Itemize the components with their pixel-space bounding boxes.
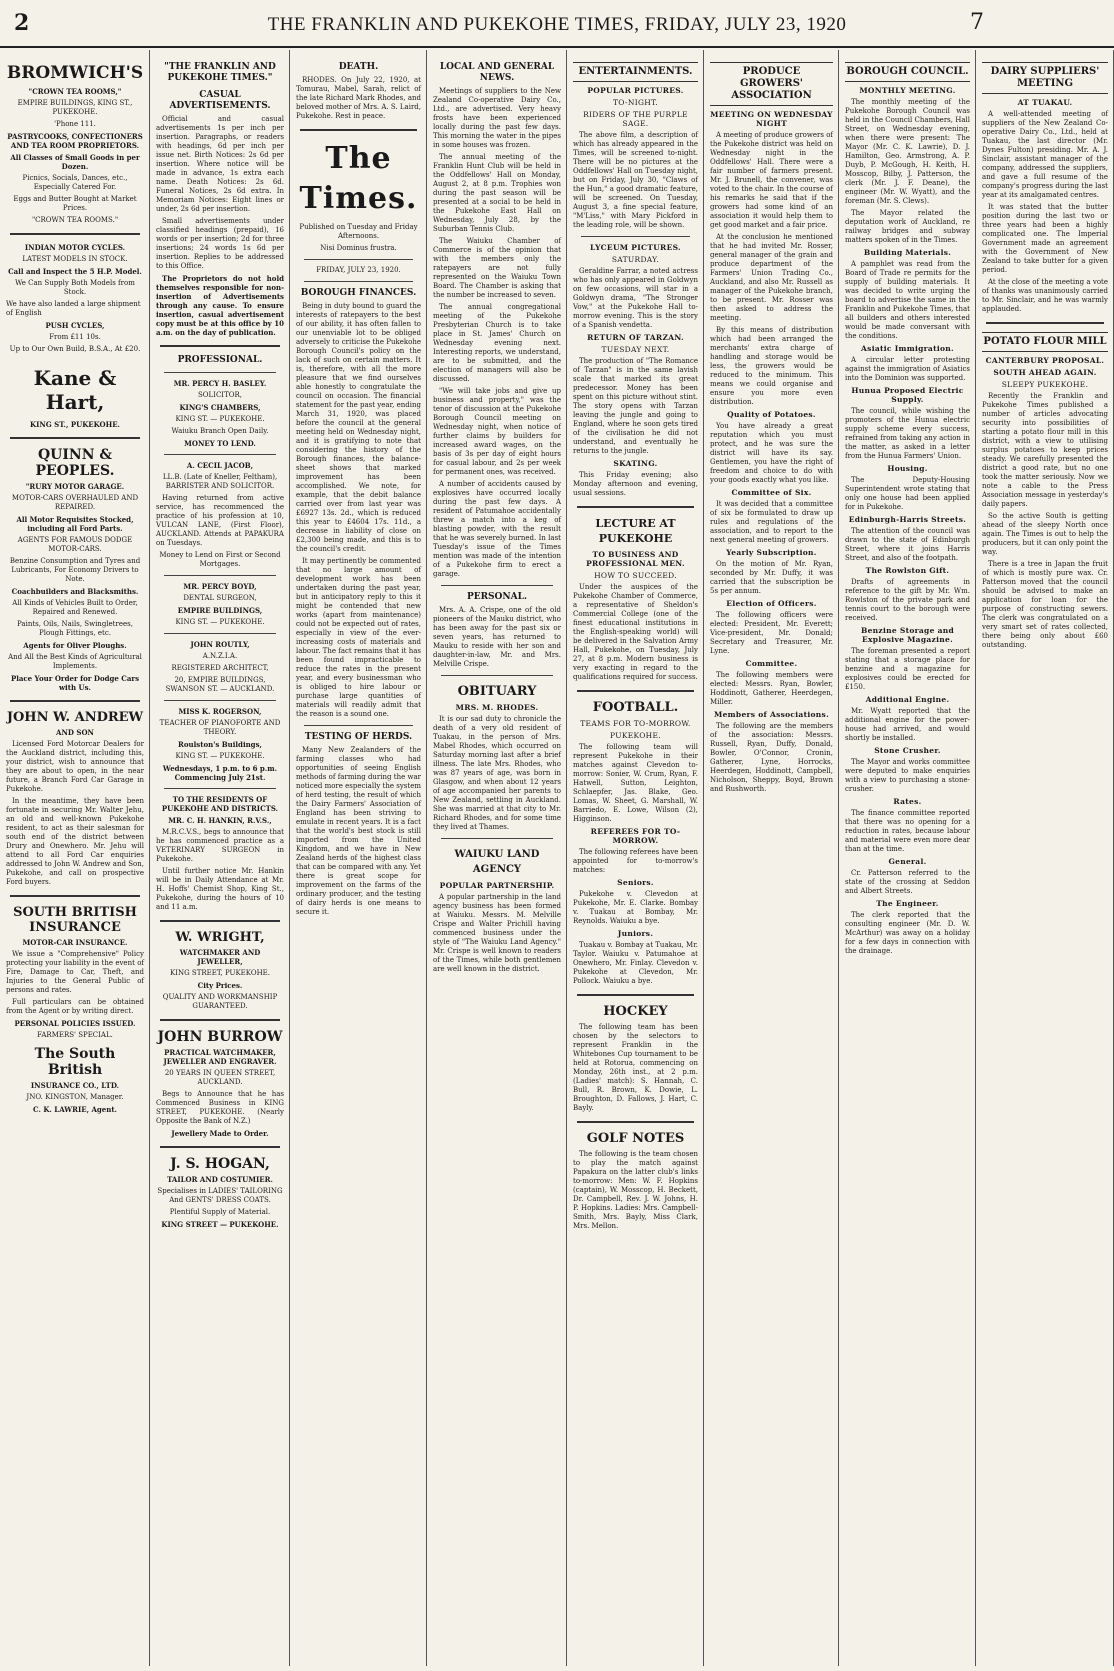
article-text: The monthly meeting of the Pukekohe Borough Council was held in the Council Chambers, Hall Street, on Wednesday evening, when there were present: The Mayor (Mr. C. K. Lawrie), D. J. Hamilton, Geo. Armstrong, A. P. Duyb, P. McGough, H. Keith, H. Mosscop, Bilby, J. Patterson, the clerk (Mr. J. F. Deane), the engineer (Mr. W. Wyatt), and the foreman (Mr. S. Clews).	[845, 98, 970, 205]
ad-wright-sub: WATCHMAKER AND JEWELLER,	[179, 948, 261, 966]
article-text: The annual congregational meeting of the Pukekohe Presbyterian Church is to take place in St. James' Church on Wednesday evening next. Interesting reports, we understand, are to be submitted, and the election of managers will also be discussed.	[433, 303, 561, 383]
section-heading: GOLF NOTES	[586, 1131, 685, 1146]
section-heading: FOOTBALL.	[592, 700, 679, 715]
section-subheading: CANTERBURY PROPOSAL.	[985, 356, 1105, 365]
section-subheading: TUESDAY NEXT.	[601, 345, 670, 354]
section-heading: DAIRY SUPPLIERS' MEETING	[982, 62, 1108, 94]
section-subheading: Edinburgh-Harris Streets.	[848, 515, 967, 524]
section-subheading: HOW TO SUCCEED.	[594, 571, 677, 580]
article-text: A circular letter protesting against the immigration of Asiatics into the Dominion was supported.	[845, 356, 970, 382]
article-text: The annual meeting of the Franklin Hunt Club will be held in the Oddfellows' Hall on Monday, August 2, at 8 p.m. Trophies won during the past season will be presented at a social to be held in the Pukekohe East Hall on Wednesday, July 28, by the Suburban Tennis Club.	[433, 153, 561, 233]
ad-quinn-peoples: QUINN & PEOPLES.	[35, 447, 115, 479]
article-text: Small advertisements under classified headings (prepaid), 16 words or per insertion; 2d for three insertions; 24 words 1s 6d per insertion. Replies to be addressed to this Office.	[156, 217, 284, 270]
ad-small-goods: All Classes of Small Goods in per Dozen.	[10, 153, 140, 171]
ad-wright: W. WRIGHT,	[175, 930, 265, 945]
article-text: Cr. Patterson referred to the state of the crossing at Seddon and Albert Streets.	[845, 869, 970, 895]
article-text: The following members were elected: Messrs. Ryan, Bowler, Hoddinott, Gatherer, Heerdegen, Miller.	[710, 671, 833, 706]
divider	[10, 233, 140, 235]
ad-burrow-made: Jewellery Made to Order.	[171, 1129, 269, 1138]
article-text: The following referees have been appointed for to-morrow's matches:	[573, 848, 698, 874]
ad-andrew-text: Licensed Ford Motorcar Dealers for the Auckland district, including this, your district, wish to announce that they are about to open, in the near future, a Branch Ford Car Garage in Pukekohe.	[6, 740, 144, 793]
ad-burrow-years: 20 YEARS IN QUEEN STREET, AUCKLAND.	[164, 1069, 276, 1086]
column-5-entertainments	[567, 50, 704, 1666]
article-text: Official and casual advertisements 1s per inch per insertion. Paragraphs, or readers with headings, 6d per inch per issue net. Birth Notices: 2s 6d per insertion. Where notice will be made in advance, 1s extra each name. Death Notices: 2s 6d. Funeral Notices, 2s 6d extra. In Memoriam Notices: Eight lines or under, 2s 6d per insertion.	[156, 115, 284, 213]
ad-address: KING ST. — PUKEKOHE.	[175, 415, 265, 423]
ad-dental: DENTAL SURGEON,	[183, 594, 257, 602]
ad-burrow: JOHN BURROW	[157, 1029, 283, 1045]
article-text: The following officers were elected: President, Mr. Everett; Vice-president, Mr. Donald; Secretary and Treasurer, Mr. Lyne.	[710, 611, 833, 655]
publication-note: Published on Tuesday and Friday Afternoons.	[299, 223, 418, 240]
article-text: Mrs. A. A. Crispe, one of the old pioneers of the Mauku district, who has been away for the past six or seven years, has returned to Mauku to reside with her son and daughter-in-law, Mr. and Mrs. Melville Crispe.	[433, 606, 561, 668]
divider	[577, 1121, 694, 1123]
divider	[160, 920, 280, 922]
article-text: The following is the team chosen to play the match against Papakura on the latter club's links to-morrow: Men: W. F. Hopkins (captain), W. Mosscop, H. Beckett, Dr. Campbell, Rev. J. W. Johns, H. P. Hopkins. Ladies: Mrs. Campbell-Smith, Mrs. Bayly, Miss Clark, Mrs. Mellon.	[573, 1150, 698, 1230]
section-subheading: Election of Officers.	[726, 599, 817, 608]
article-text: At the conclusion he mentioned that he had invited Mr. Rosser, general manager of the grain and produce department of the Farmers' Union Trading Co., Auckland, and also Mr. Russell as manager of the Pukekohe branch, to be present. Mr. Rosser was then asked to address the meeting.	[710, 233, 833, 322]
column-1-ads	[0, 50, 150, 1666]
article-text: Tuakau v. Bombay at Tuakau, Mr. Taylor. Waiuku v. Patumahoe at Onewhero, Mr. Finlay. Clevedon v. Pukekohe at Clevedon, Mr. Pollock. Waiuku a bye.	[573, 941, 698, 985]
ad-hankin-text: M.R.C.V.S., begs to announce that he has commenced practice as a VETERINARY SURGEON in Pukekohe.	[156, 828, 284, 863]
ad-wright-prices: City Prices.	[197, 981, 243, 990]
issue-date: FRIDAY, JULY 23, 1920.	[316, 266, 401, 274]
ad-roulstons: Roulston's Buildings,	[178, 740, 262, 749]
ad-implements: And All the Best Kinds of Agricultural Implements.	[8, 653, 142, 670]
article-text: It was stated that the butter position during the last two or three years had been a highly complicated one. The Imperial Government made an agreement with the Government of New Zealand to take butter for a given period.	[982, 203, 1108, 274]
ad-phone: 'Phone 111.	[54, 120, 96, 128]
article-text: It is our sad duty to chronicle the death of a very old resident of Tuakau, in the person of Mrs. Mabel Rhodes, which occurred on Saturday morning last after a brief illness. The late Mrs. Rhodes, who was 87 years of age, was born in Glasgow, and when about 12 years of age accompanied her parents to New Zealand, settling in Auckland. She was married at that city to Mr. Richard Rhodes, and for some time they lived at Thames.	[433, 715, 561, 831]
column-3-editorial	[290, 50, 427, 1666]
column-8-dairy-suppliers	[976, 50, 1114, 1666]
article-text: It was decided that a committee of six be formulated to draw up rules and regulations of the association, and to report to the next general meeting of growers.	[710, 500, 833, 544]
section-subheading: Benzine Storage and Explosive Magazine.	[860, 626, 955, 644]
article-text: On the motion of Mr. Ryan, seconded by Mr. Duffy, it was carried that the subscription be 5s per annum.	[710, 560, 833, 595]
divider	[160, 1146, 280, 1148]
ad-address: KING STREET, PUKEKOHE.	[169, 969, 271, 977]
divider	[986, 322, 1104, 324]
article-text: Recently the Franklin and Pukekohe Times published a number of articles advocating security into possibilities of starting a potato flour mill in this district, with a view to utilising surplus potatoes to keep prices steady. We carefully presented the district a good rate, but no one took the matter seriously. Now we note a cable to the Press Association message in yesterday's daily papers.	[982, 392, 1108, 508]
divider	[160, 1019, 280, 1021]
section-subheading: Members of Associations.	[714, 710, 829, 719]
ad-jacob-text: Having returned from active service, has recommenced the practice of his profession at 10, VULCAN LANE, (First Floor), AUCKLAND. Attends at PAPAKURA on Tuesdays.	[156, 494, 284, 547]
ad-architect: REGISTERED ARCHITECT,	[171, 664, 269, 672]
section-heading: TESTING OF HERDS.	[304, 732, 413, 742]
article-text: The Mayor and works committee were deputed to make enquiries with a view to purchasing a stone-crusher.	[845, 758, 970, 793]
section-subheading: Quality of Potatoes.	[727, 410, 816, 419]
article-text: Pukekohe v. Clevedon at Pukekohe, Mr. E. Clarke. Bombay v. Tuakau at Bombay, Mr. Reynolds. Waiuku a bye.	[573, 890, 698, 925]
page-number-right: 7	[970, 10, 984, 35]
article-text: Meetings of suppliers to the New Zealand Co-operative Dairy Co., Ltd., are advertised. Very heavy frosts have been experienced locally during the past few days. This morning the water in the pipes in some houses was frozen.	[433, 87, 561, 149]
ad-call-inspect: Call and Inspect the 5 H.P. Model.	[8, 267, 142, 276]
section-subheading: SATURDAY.	[611, 255, 660, 264]
section-subheading: Housing.	[887, 464, 928, 473]
ad-indian-motor-cycles: INDIAN MOTOR CYCLES.	[24, 243, 126, 252]
ad-solicitor: SOLICITOR,	[198, 391, 242, 399]
ad-hogan: J. S. HOGAN,	[170, 1156, 270, 1172]
ad-landed: We have also landed a large shipment of English	[6, 300, 141, 317]
article-text: The above film, a description of which has already appeared in the Times, will be screened to-night. There will be no pictures at the Oddfellows' Hall on Tuesday night, but on Friday, July 30, "Claws of the Hun," a good dramatic feature, will be screened. On Tuesday, August 3, a fine special feature, "M'Liss," with Mary Pickford in the leading role, will be shown.	[573, 131, 698, 229]
section-heading: BOROUGH COUNCIL.	[845, 62, 970, 82]
divider	[164, 372, 276, 373]
ad-boyd: MR. PERCY BOYD,	[183, 582, 257, 591]
article-text: By this means of distribution which had been arranged the merchants' extra charge of handling and storage would be less, the growers would be reduced to the minimum. This means we could organise and ensure you more even distribution.	[710, 326, 833, 406]
ad-andrew-text-2: In the meantime, they have been fortunate in securing Mr. Walter Jehu, an old and well-known Pukekohe resident, to act as their salesman for south end of the district between Drury and Onewhero. Mr. Jehu will attend to all Ford Car enquiries addressed to John W. Andrew and Son, Pukekohe, and call on prospective Ford buyers.	[6, 797, 144, 886]
ad-crown-tea-rooms: "CROWN TEA ROOMS,"	[28, 87, 122, 96]
article-text: So the active South is getting ahead of the sleepy North once again. The Times is out to help the producers, but it can only point the way.	[982, 512, 1108, 556]
ad-hankin: MR. C. H. HANKIN, R.V.S.,	[168, 816, 272, 825]
article-text: A popular partnership in the land agency business has been formed at Waiuku. Messrs. M. Melville Crispe and Walter Prichill having commenced business under the style of "The Waiuku Land Agency." Mr. Crispe is well known to readers of the Times, while both gentlemen are well known in the district.	[433, 893, 561, 973]
masthead	[0, 0, 1114, 48]
divider	[441, 675, 553, 676]
section-subheading: POPULAR PARTNERSHIP.	[439, 881, 555, 890]
section-subheading: Additional Engine.	[865, 695, 950, 704]
newspaper-nameplate: The Times.	[299, 141, 418, 216]
section-subheading: TEAMS FOR TO-MORROW.	[580, 719, 691, 728]
section-subheading: SLEEPY PUKEKOHE.	[1001, 380, 1089, 389]
article-text: Geraldine Farrar, a noted actress who has only appeared in Goldwyn on few occasions, will star in a Goldwyn drama, "The Stronger Vow," at the Pukekohe Hall to-morrow evening. This is the story of a Spanish vendetta.	[573, 267, 698, 329]
section-heading: CASUAL ADVERTISEMENTS.	[169, 90, 271, 111]
article-text: A pamphlet was read from the Board of Trade re permits for the supply of building materials. It was decided to write urging the board to advertise the same in the Franklin and Pukekohe Times, that all builders and others interested would be made conversant with the conditions.	[845, 260, 970, 340]
divider	[577, 690, 694, 692]
ad-jacob-degree: LL.B. (Late of Kneller, Feltham), BARRISTER AND SOLICITOR.	[162, 473, 278, 490]
ad-residents: TO THE RESIDENTS OF PUKEKOHE AND DISTRICTS.	[161, 795, 279, 813]
section-subheading: Stone Crusher.	[874, 746, 941, 755]
ad-sb-farmers: FARMERS' SPECIAL.	[37, 1031, 113, 1039]
ad-kane-address: KING ST., PUKEKOHE.	[29, 420, 120, 429]
article-text: The finance committee reported that there was no opening for a reduction in rates, because labour and material were even more dear than at the time.	[845, 809, 970, 853]
divider	[10, 437, 140, 439]
section-subheading: Committee.	[745, 659, 798, 668]
article-text: The attention of the council was drawn to the state of Edinburgh Street, where it joins Harris Street, and also of the footpath.	[845, 527, 970, 562]
ad-basley: MR. PERCY H. BASLEY.	[173, 379, 267, 388]
article-text: The council, while wishing the promoters of the Hunua electric supply scheme every success, refrained from taking any action in the matter, as asked in a letter from the Hunua Farmers' Union.	[845, 407, 970, 460]
ad-south-british-title: SOUTH BRITISH INSURANCE	[13, 905, 137, 935]
ad-address: KING ST. — PUKEKOHE.	[175, 752, 265, 760]
newspaper-title: THE FRANKLIN AND PUKEKOHE TIMES, FRIDAY, JULY 23, 1920	[267, 14, 847, 35]
column-6-produce-growers	[704, 50, 839, 1666]
section-subheading: MONTHLY MEETING.	[859, 86, 956, 95]
divider	[164, 788, 276, 789]
section-heading: POTATO FLOUR MILL	[982, 332, 1108, 352]
article-text: Under the auspices of the Pukekohe Chamber of Commerce, a representative of Sheldon's Commercial College (one of the finest educational institutions in the English-speaking world) will be delivered in the Salvation Army Hall, Pukekohe, on Tuesday, July 27, at 8 p.m. Modern business is very exacting in regard to the qualifications required for success.	[573, 583, 698, 681]
column-2-professional	[150, 50, 290, 1666]
section-heading: WAIUKU LAND AGENCY	[454, 849, 540, 875]
section-subheading: Committee of Six.	[731, 488, 812, 497]
article-text: At the close of the meeting a vote of thanks was unanimously carried to Mr. Sinclair, and he was warmly applauded.	[982, 278, 1108, 313]
ad-coachbuilders: Coachbuilders and Blacksmiths.	[11, 587, 139, 596]
ad-wright-quality: QUALITY AND WORKMANSHIP GUARANTEED.	[162, 993, 278, 1010]
article-text: The Deputy-Housing Superintendent wrote stating that only one house had been applied for in Pukekohe.	[845, 476, 970, 511]
section-heading: PRODUCE GROWERS' ASSOCIATION	[710, 62, 833, 106]
divider	[164, 575, 276, 576]
section-subheading: The Engineer.	[876, 899, 939, 908]
divider	[304, 259, 413, 260]
ad-hogan-sub: TAILOR AND COSTUMIER.	[167, 1175, 273, 1184]
section-subheading: Building Materials.	[863, 248, 952, 257]
section-subheading: Juniors.	[617, 929, 654, 938]
article-text: Mr. Wyatt reported that the additional engine for the power-house had arrived, and would shortly be installed.	[845, 707, 970, 742]
section-subheading: TO-NIGHT.	[612, 98, 658, 107]
section-subheading: Rates.	[893, 797, 922, 806]
section-heading: LOCAL AND GENERAL NEWS.	[439, 62, 555, 83]
section-subheading: General.	[888, 857, 927, 866]
article-text: Many New Zealanders of the farming classes who had opportunities of seeing English methods of farming during the war noticed more especially the system of herd testing, the result of which the Dairy Farmers' Association of England has been striving to emulate in recent years. It is a fact that the world's best stock is still imported from the United Kingdom, and we have in New Zealand herds of the highest class that can be compared with any. Yet there is great scope for improvement on the farms of the ordinary producer, and the testing of dairy herds is one means to secure it.	[296, 746, 421, 916]
ad-sb-company: The South British	[34, 1046, 116, 1078]
article-text: The production of "The Romance of Tarzan" is in the same lavish scale that marked its great predecessor. Money has been spent on this picture without stint. The story opens with Tarzan leaving the jungle and going to England, where he soon gets tired of the civilisation he did not understand, and eventually he returns to the jungle.	[573, 357, 698, 455]
motto: Nisi Dominus frustra.	[320, 244, 397, 252]
article-text: The following are the members of the association: Messrs. Russell, Ryan, Duffy, Donald, Bowler, O'Connor, Cronin, Gatherer, Lyne, Horrocks, Heerdegen, Hoddinott, Campbell, Nicholson, Sheppy, Boyd, Brown and Rushworth.	[710, 722, 833, 793]
ad-sb-manager: JNO. KINGSTON, Manager.	[26, 1093, 124, 1101]
article-text: A meeting of produce growers of the Pukekohe district was held on Wednesday night in the Oddfellows' Hall. There were a fair number of farmers present. Mr. J. Brunell, the convener, was voted to the chair. In the course of his remarks he said that if the growers had some kind of an association it would help them to get good market and a fair price.	[710, 131, 833, 229]
section-subheading: REFEREES FOR TO-MORROW.	[590, 827, 681, 845]
ad-address: KING STREET — PUKEKOHE.	[161, 1220, 279, 1229]
section-subheading: Yearly Subscription.	[726, 548, 817, 557]
ad-eggs: Eggs and Butter Bought at Market Prices.	[13, 195, 137, 212]
article-text: You have already a great reputation which you must protect, and he was sure the district will have its say. Gentlemen, you have the right of freedom and choice to do with your goods exactly what you like.	[710, 422, 833, 484]
ad-money-lend: MONEY TO LEND.	[184, 439, 256, 448]
article-text: Drafts of agreements in reference to the gift by Mr. Wm. Rowlston of the private park and tennis court to the borough were received.	[845, 578, 970, 622]
ad-push-cycles: PUSH CYCLES,	[45, 321, 105, 330]
ad-rogerson: MISS K. ROGERSON,	[178, 707, 262, 716]
ad-pastrycooks: PASTRYCOOKS, CONFECTIONERS AND TEA ROOM PROPRIETORS.	[7, 132, 143, 150]
ad-kings-chambers: KING'S CHAMBERS,	[179, 403, 261, 412]
section-heading: OBITUARY	[457, 684, 537, 699]
section-subheading: Seniors.	[617, 878, 654, 887]
section-heading: ENTERTAINMENTS.	[573, 62, 698, 82]
divider	[441, 838, 553, 839]
ad-routly: JOHN ROUTLY,	[190, 640, 250, 649]
section-subheading: The Rowlston Gift.	[865, 566, 950, 575]
ad-sb-text: We issue a "Comprehensive" Policy protecting your liability in the event of Fire, Damage to Car, Theft, and Injuries to the General Public of persons and rates.	[6, 950, 144, 994]
section-heading: LECTURE AT PUKEKOHE	[595, 517, 676, 545]
divider	[164, 700, 276, 701]
divider	[10, 895, 140, 897]
section-subheading: Hunua Proposed Electric Supply.	[851, 386, 964, 404]
section-subheading: MEETING ON WEDNESDAY NIGHT	[710, 110, 833, 128]
ad-hogan-spec: Specialises in LADIES' TAILORING And GENTS' DRESS COATS.	[157, 1187, 283, 1204]
ad-waiuku-branch: Waiuku Branch Open Daily.	[171, 427, 269, 435]
divider	[577, 994, 694, 996]
ad-vehicles: All Kinds of Vehicles Built to Order, Repaired and Renewed.	[12, 599, 138, 616]
ad-bromwich-title: BROMWICH'S	[6, 63, 144, 83]
ad-address: EMPIRE BUILDINGS, KING ST., PUKEKOHE.	[17, 99, 133, 116]
ad-sb-agent: C. K. LAWRIE, Agent.	[33, 1105, 117, 1114]
divider	[164, 633, 276, 634]
ad-andrew-title: JOHN W. ANDREW	[6, 710, 144, 725]
section-heading: PERSONAL.	[466, 592, 528, 602]
section-subheading: RETURN OF TARZAN.	[587, 333, 684, 342]
ad-garage: "RURY MOTOR GARAGE.	[25, 482, 125, 491]
divider	[10, 700, 140, 702]
article-text: There is a tree in Japan the fruit of which is mostly pure wax. Cr. Patterson moved that the council should be advised to make an application for loan for the purpose of constructing sewers. The clerk was congratulated on a very smart set of rates collected, there being only about £60 outstanding.	[982, 560, 1108, 649]
ad-dodge-order: Place Your Order for Dodge Cars with Us.	[10, 674, 140, 692]
ad-sb-ltd: INSURANCE CO., LTD.	[30, 1081, 120, 1090]
death-notice: RHODES. On July 22, 1920, at Tomurau, Mabel, Sarah, relict of the late Richard Mark Rhodes, and beloved mother of Mrs. A. S. Laird, Pukekohe. Rest in peace.	[296, 76, 421, 120]
divider	[441, 585, 553, 586]
ad-empire-buildings: EMPIRE BUILDINGS,	[177, 606, 263, 615]
section-subheading: SKATING.	[613, 459, 658, 468]
article-text: The Waiuku Chamber of Commerce is of the opinion that with the members only the ratepayers are not fully represented on the Waiuku Town Board. The Chamber is asking that the number be increased to seven.	[433, 237, 561, 299]
ad-hogan-fit: Plentiful Supply of Material.	[169, 1208, 271, 1216]
ad-kane-hart: Kane & Hart,	[33, 366, 117, 414]
section-subheading: PUKEKOHE.	[610, 731, 661, 740]
section-subheading: MRS. M. RHODES.	[455, 703, 539, 712]
ad-oliver-ploughs: Agents for Oliver Ploughs.	[23, 641, 127, 650]
ad-address: KING ST. — PUKEKOHE.	[175, 618, 265, 626]
section-heading: "THE FRANKLIN AND PUKEKOHE TIMES."	[164, 62, 276, 83]
divider	[577, 506, 694, 508]
ad-address: 20, EMPIRE BUILDINGS, SWANSON ST. — AUCKLAND.	[165, 676, 275, 693]
ad-rogerson-days: Wednesdays, 1 p.m. to 6 p.m. Commencing July 21st.	[162, 764, 278, 782]
ad-burrow-text: Begs to Announce that he has Commenced Business in KING STREET, PUKEKOHE. (Nearly Opposite the Bank of N.Z.)	[156, 1090, 284, 1125]
ad-dodge-agents: AGENTS FOR FAMOUS DODGE MOTOR-CARS.	[17, 536, 133, 553]
divider	[164, 454, 276, 455]
article-text: The foreman presented a report stating that a storage place for benzine and a magazine for explosives could be erected for £150.	[845, 647, 970, 691]
ad-price-upto: Up to Our Own Build, B.S.A., At £20.	[9, 345, 141, 353]
article-text: The Proprietors do not hold themselves responsible for non-insertion of Advertisements through any cause. To ensure insertion, casual advertisement copy must be at this office by 10 a.m. on the day of publication.	[156, 274, 284, 337]
section-subheading: Asiatic Immigration.	[861, 344, 954, 353]
divider	[300, 129, 417, 131]
ad-teacher: TEACHER OF PIANOFORTE AND THEORY.	[159, 719, 281, 736]
ad-burrow-sub: PRACTICAL WATCHMAKER, JEWELLER AND ENGRAVER.	[163, 1048, 277, 1066]
article-text: This Friday evening; also Monday afternoon and evening, usual sessions.	[573, 471, 698, 497]
page-number-left: 2	[14, 10, 30, 36]
column-7-borough-council	[839, 50, 976, 1666]
ad-benzine: Benzine Consumption and Tyres and Lubricants, For Economy Drivers to Note.	[9, 557, 141, 583]
section-subheading: POPULAR PICTURES.	[587, 86, 684, 95]
article-text: Being in duty bound to guard the interests of ratepayers to the best of our ability, it has often fallen to our unenviable lot to be obliged adversely to criticise the Pukekohe Borough Council's policy on the lack of such on certain matters. It is, therefore, with all the more pleasure that we find ourselves able honestly to congratulate the council on occasion. The financial statement for the past year, ending March 31, 1920, was placed before the council at the general meeting held on Wednesday night, and it is gratifying to note that considering the history of the Borough finances, the balance-sheet shows that marked improvement has been accomplished. We note, for example, that the debit balance carried over from last year was £6927 13s. 2d., which is reduced this year to £4604 17s. 11d., a decrease in liability of close on £2,300 being made, and this is to the council's credit.	[296, 302, 421, 553]
ad-crown-tea-rooms-2: "CROWN TEA ROOMS."	[31, 216, 119, 224]
article-text: The following team has been chosen by the selectors to represent Franklin in the Whitebones Cup tournament to be held at Rotorua, commencing on Monday, 26th inst., at 2 p.m. (Ladies' match): S. Hannah, C. Bull, R. Brown, K. Dowie, L. Broughton, D. Fallows, J. Hart, C. Bayly.	[573, 1023, 698, 1112]
article-text: It may pertinently be commented that no large amount of development work has been undertaken during the past year, but in anticipatory reply to this it might be contended that new works (apart from maintenance) could not be expected out of rates, especially in view of the ever-increasing costs of materials and labour. The fact remains that it has been found impracticable to reduce the rates in the present year, and every businessman who is obliged to hire labour or purchase large quantities of materials will readily admit that the reason is a sound one.	[296, 557, 421, 718]
ad-picnics: Picnics, Socials, Dances, etc., Especially Catered For.	[22, 174, 128, 191]
ad-supply: We Can Supply Both Models from Stock.	[15, 279, 135, 296]
divider	[304, 281, 413, 282]
ad-price-from: From £11 10s.	[49, 333, 101, 341]
section-heading: HOCKEY	[603, 1004, 668, 1019]
section-subheading: LYCEUM PICTURES.	[590, 243, 681, 252]
ad-hankin-text-2: Until further notice Mr. Hankin will be in Daily Attendance at Mr. H. Hoffs' Chemist Shop, King St., Pukekohe, during the hours of 10 and 11 a.m.	[156, 867, 284, 911]
ad-paints: Paints, Oils, Nails, Swingletrees, Plough Fittings, etc.	[17, 620, 133, 637]
divider	[581, 236, 690, 237]
ad-latest-models: LATEST MODELS IN STOCK.	[22, 255, 128, 263]
article-text: A number of accidents caused by explosives have occurred locally during the past few days. A resident of Patumahoe accidentally threw a match into a keg of blasting powder, with the result that he was severely burned. In last Tuesday's issue of the Times mention was made of the intention of a Pukekohe firm to erect a garage.	[433, 480, 561, 578]
article-text: "We will take jobs and give up business and property," was the tenor of discussion at the Pukekohe Borough Council meeting on Wednesday night, when notice of further claims by builders for increased award wages, on the basis of 3s per day of eight hours for casual labour, and 2s per week for permanent ones, was received.	[433, 387, 561, 476]
ad-sb-text-2: Full particulars can be obtained from the Agent or by writing direct.	[6, 998, 144, 1015]
article-text: The clerk reported that the consulting engineer (Mr. D. W. McArthur) was away on a holiday for a few days in connection with the drainage.	[845, 911, 970, 955]
ad-overhauled: MOTOR-CARS OVERHAULED AND REPAIRED.	[11, 494, 139, 511]
section-heading: PROFESSIONAL.	[177, 355, 263, 365]
section-subheading: TO BUSINESS AND PROFESSIONAL MEN.	[586, 550, 685, 568]
section-subheading: SOUTH AHEAD AGAIN.	[993, 368, 1097, 377]
article-text: The Mayor related the deputation work of Auckland, re railway bridges and subway matters spoken of in the Times.	[845, 209, 970, 244]
divider	[160, 345, 280, 347]
ad-andrew-son: AND SON	[56, 728, 94, 737]
column-4-local-news	[427, 50, 567, 1666]
ad-anzla: A.N.Z.I.A.	[202, 652, 238, 660]
ad-sb-personal: PERSONAL POLICIES ISSUED.	[14, 1019, 136, 1028]
article-text: A well-attended meeting of suppliers of the New Zealand Co-operative Dairy Co., Ltd., held at Tuakau, the last director (Mr. Dynes Fulton) presiding. Mr. A. J. Sinclair, assistant manager of the company, addressed the suppliers, and gave a full resume of the company's progress during the last year at its amalgamated centres.	[982, 110, 1108, 199]
ad-jacob: A. CECIL JACOB,	[186, 461, 254, 470]
section-subheading: AT TUAKAU.	[1017, 98, 1073, 107]
ad-jacob-money: Money to Lend on First or Second Mortgages.	[159, 551, 281, 568]
ad-motor-insurance: MOTOR-CAR INSURANCE.	[22, 938, 128, 947]
section-heading: BOROUGH FINANCES.	[300, 288, 417, 298]
ad-requisites: All Motor Requisites Stocked, including all Ford Parts.	[16, 515, 134, 533]
section-heading: DEATH.	[338, 62, 379, 72]
divider	[304, 725, 413, 726]
article-text: The following team will represent Pukekohe in their matches against Clevedon to-morrow: Sonier, W. Crum, Ryan, F. Hatwell, Sutton, Leighton, Schlaepfer, Jas. Blake, Geo. Lomas, W. Sheet, G. Marshall, W. Barriedo, E. Lowe, Wilson (2), Higginson.	[573, 743, 698, 823]
section-subheading: RIDERS OF THE PURPLE SAGE.	[583, 110, 688, 128]
